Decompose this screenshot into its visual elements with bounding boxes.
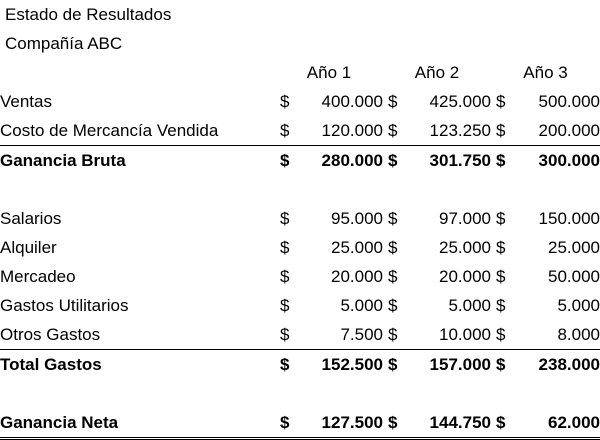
amount-cell xyxy=(491,262,600,291)
amount-value: 20.000 xyxy=(331,267,383,286)
header-row xyxy=(0,58,600,87)
amount-value: 7.500 xyxy=(340,325,383,344)
amount-cell xyxy=(383,262,491,291)
amount-cell xyxy=(383,233,491,262)
currency-symbol: $ xyxy=(388,92,398,111)
currency-symbol: $ xyxy=(388,296,398,315)
currency-symbol: $ xyxy=(496,209,506,228)
currency-symbol: $ xyxy=(280,151,290,170)
amount-cell xyxy=(383,87,491,116)
amount-value: 123.250 xyxy=(429,121,491,140)
amount-cell xyxy=(383,204,491,233)
currency-symbol: $ xyxy=(388,209,398,228)
amount-value: 127.500 xyxy=(321,413,383,432)
row-label: Alquiler xyxy=(0,238,57,257)
amount-value: 301.750 xyxy=(429,151,491,170)
amount-value: 5.000 xyxy=(557,296,600,315)
currency-symbol: $ xyxy=(388,355,398,374)
amount-value: 5.000 xyxy=(448,296,491,315)
amount-value: 150.000 xyxy=(538,209,600,228)
row-ventas xyxy=(0,87,600,116)
amount-value: 238.000 xyxy=(538,355,600,374)
currency-symbol: $ xyxy=(388,121,398,140)
amount-cell xyxy=(275,262,383,291)
amount-cell xyxy=(491,350,600,380)
currency-symbol: $ xyxy=(496,238,506,257)
year-header: Año 2 xyxy=(414,63,460,82)
currency-symbol: $ xyxy=(280,296,290,315)
amount-cell xyxy=(275,146,383,176)
header-blank xyxy=(0,58,275,87)
amount-cell xyxy=(275,291,383,320)
amount-value: 25.000 xyxy=(548,238,600,257)
row-label: Total Gastos xyxy=(0,355,102,374)
amount-cell xyxy=(275,233,383,262)
currency-symbol: $ xyxy=(496,121,506,140)
currency-symbol: $ xyxy=(280,413,290,432)
income-statement-table xyxy=(0,58,600,440)
row-otros-gastos xyxy=(0,320,600,350)
amount-cell xyxy=(491,87,600,116)
amount-cell xyxy=(275,116,383,146)
blank-cell xyxy=(0,379,600,408)
amount-cell xyxy=(275,204,383,233)
spacer-row xyxy=(0,175,600,204)
currency-symbol: $ xyxy=(388,325,398,344)
amount-cell xyxy=(491,146,600,176)
blank-cell xyxy=(0,175,600,204)
row-alquiler xyxy=(0,233,600,262)
row-costo xyxy=(0,116,600,146)
amount-cell xyxy=(383,291,491,320)
amount-cell xyxy=(491,116,600,146)
currency-symbol: $ xyxy=(496,296,506,315)
amount-cell xyxy=(275,350,383,380)
currency-symbol: $ xyxy=(496,267,506,286)
currency-symbol: $ xyxy=(280,355,290,374)
currency-symbol: $ xyxy=(388,267,398,286)
amount-value: 25.000 xyxy=(331,238,383,257)
statement-title: Estado de Resultados xyxy=(5,5,172,24)
row-gastos-utilitarios xyxy=(0,291,600,320)
amount-cell xyxy=(275,320,383,350)
currency-symbol: $ xyxy=(280,325,290,344)
amount-cell xyxy=(383,116,491,146)
currency-symbol: $ xyxy=(496,325,506,344)
row-ganancia-bruta xyxy=(0,146,600,176)
currency-symbol: $ xyxy=(280,267,290,286)
currency-symbol: $ xyxy=(280,121,290,140)
amount-cell xyxy=(383,408,491,439)
amount-value: 425.000 xyxy=(429,92,491,111)
spacer-row xyxy=(0,379,600,408)
amount-value: 400.000 xyxy=(321,92,383,111)
amount-cell xyxy=(383,320,491,350)
amount-cell xyxy=(491,320,600,350)
amount-value: 5.000 xyxy=(340,296,383,315)
company-name: Compañía ABC xyxy=(5,34,123,53)
row-label: Ganancia Bruta xyxy=(0,151,126,170)
amount-cell xyxy=(275,408,383,439)
currency-symbol: $ xyxy=(388,238,398,257)
row-label: Ganancia Neta xyxy=(0,408,275,439)
row-total-gastos xyxy=(0,350,600,380)
currency-symbol: $ xyxy=(388,413,398,432)
amount-value: 157.000 xyxy=(429,355,491,374)
currency-symbol: $ xyxy=(496,355,506,374)
amount-value: 8.000 xyxy=(557,325,600,344)
row-salarios xyxy=(0,204,600,233)
currency-symbol: $ xyxy=(280,238,290,257)
row-mercadeo xyxy=(0,262,600,291)
amount-cell xyxy=(275,87,383,116)
amount-cell xyxy=(491,291,600,320)
amount-value: 120.000 xyxy=(321,121,383,140)
row-ganancia-neta xyxy=(0,408,600,439)
currency-symbol: $ xyxy=(388,151,398,170)
currency-symbol: $ xyxy=(280,92,290,111)
row-label: Otros Gastos xyxy=(0,320,275,350)
amount-cell xyxy=(491,408,600,439)
year-header: Año 3 xyxy=(523,63,568,82)
currency-symbol: $ xyxy=(496,151,506,170)
amount-value: 25.000 xyxy=(439,238,491,257)
amount-value: 280.000 xyxy=(321,151,383,170)
amount-value: 97.000 xyxy=(439,209,491,228)
amount-cell xyxy=(491,233,600,262)
amount-cell xyxy=(491,204,600,233)
amount-value: 62.000 xyxy=(548,413,600,432)
amount-value: 300.000 xyxy=(538,151,600,170)
amount-value: 500.000 xyxy=(538,92,600,111)
amount-value: 20.000 xyxy=(439,267,491,286)
row-label: Ventas xyxy=(0,92,52,111)
currency-symbol: $ xyxy=(496,92,506,111)
row-label: Mercadeo xyxy=(0,267,76,286)
amount-cell xyxy=(383,350,491,380)
row-label: Salarios xyxy=(0,209,62,228)
amount-value: 10.000 xyxy=(439,325,491,344)
amount-value: 50.000 xyxy=(548,267,600,286)
amount-value: 200.000 xyxy=(538,121,600,140)
year-header: Año 1 xyxy=(306,63,352,82)
row-label: Gastos Utilitarios xyxy=(0,296,129,315)
amount-value: 152.500 xyxy=(321,355,383,374)
currency-symbol: $ xyxy=(280,209,290,228)
row-label: Costo de Mercancía Vendida xyxy=(0,116,275,146)
currency-symbol: $ xyxy=(496,413,506,432)
amount-cell xyxy=(383,146,491,176)
amount-value: 95.000 xyxy=(331,209,383,228)
amount-value: 144.750 xyxy=(429,413,491,432)
